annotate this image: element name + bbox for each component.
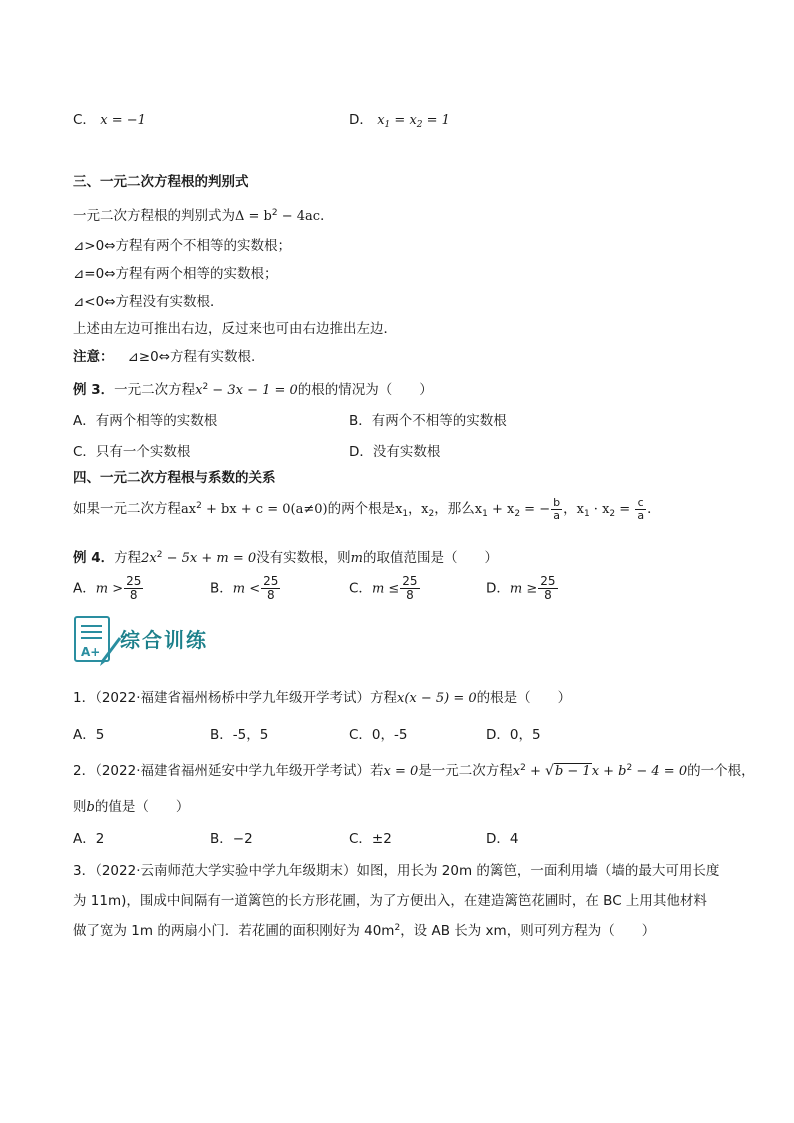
section-4-heading: 四、一元二次方程根与系数的关系 bbox=[73, 470, 276, 486]
option-expression: x = −1 bbox=[100, 113, 146, 128]
question-2-option-b[interactable]: B．−2 bbox=[210, 831, 253, 847]
example-4-option-d[interactable]: D．m ≥ $\frac{25}{8}$ bbox=[486, 574, 556, 602]
example-3-question: 例 3．一元二次方程$x^2 - 3x - 1 = 0$的根的情况为（ ） bbox=[73, 382, 433, 398]
question-3-line1: 3．（2022·云南师范大学实验中学九年级期末）如图，用长为 20m 的篱笆，一面利用墙（墙的最大可用长度 bbox=[73, 863, 720, 879]
square-root: b − 1 bbox=[554, 764, 591, 779]
fraction-c-over-a: $\frac{c}{a}$ bbox=[637, 495, 645, 522]
question-3-line3: 做了宽为 1m 的两扇小门．若花圃的面积刚好为 $40m^2$，设 AB 长为 xm，则可列方程为（ ） bbox=[73, 923, 656, 939]
question-2-line2: 则b的值是（ ） bbox=[73, 799, 190, 815]
question-2-option-c[interactable]: C．±2 bbox=[349, 831, 392, 847]
question-1-option-d[interactable]: D．0，5 bbox=[486, 727, 541, 743]
option-label: C． bbox=[73, 112, 96, 128]
example-3-option-b[interactable]: B．有两个不相等的实数根 bbox=[349, 413, 507, 429]
example-3-option-a[interactable]: A．有两个相等的实数根 bbox=[73, 413, 218, 429]
rule-zero: ⊿=0⇔方程有两个相等的实数根； bbox=[73, 266, 278, 282]
example-3-option-d[interactable]: D．没有实数根 bbox=[349, 444, 441, 460]
rule-negative: ⊿<0⇔方程没有实数根． bbox=[73, 294, 224, 310]
question-1-option-c[interactable]: C．0，-5 bbox=[349, 727, 408, 743]
example-4-option-a[interactable]: A．m > $\frac{25}{8}$ bbox=[73, 574, 142, 602]
question-1: 1．（2022·福建省福州杨桥中学九年级开学考试）方程x(x − 5) = 0的根是（ ） bbox=[73, 690, 572, 706]
exam-paper-icon bbox=[72, 614, 124, 670]
question-1-option-a[interactable]: A．5 bbox=[73, 727, 105, 743]
example-4-option-b[interactable]: B．m < $\frac{25}{8}$ bbox=[210, 574, 279, 602]
rule-converse: 上述由左边可推出右边，反过来也可由右边推出左边． bbox=[73, 321, 397, 337]
question-2-option-d[interactable]: D．4 bbox=[486, 831, 519, 847]
rule-positive: ⊿>0⇔方程有两个不相等的实数根； bbox=[73, 238, 292, 254]
prev-option-d bbox=[349, 108, 450, 128]
vieta-relation: 如果一元二次方程$ax^2$ + bx + c = 0(a≠0)的两个根是$x_1$，$x_2$，那么$x_1 + x_2$ = − $\frac{b}{a}$ ，$x_1 \cdot x_2$ = $\frac{c}{a}$ ． bbox=[73, 495, 661, 522]
fraction-b-over-a: $\frac{b}{a}$ bbox=[553, 495, 561, 522]
training-title: 综合训练 bbox=[120, 628, 208, 652]
note: 注意： ⊿≥0⇔方程有实数根. bbox=[73, 349, 256, 365]
example-4-option-c[interactable]: C．m ≤ $\frac{25}{8}$ bbox=[349, 574, 418, 602]
example-3-option-c[interactable]: C．只有一个实数根 bbox=[73, 444, 191, 460]
prev-option-c bbox=[73, 108, 146, 128]
question-2-option-a[interactable]: A．2 bbox=[73, 831, 105, 847]
question-2: 2．（2022·福建省福州延安中学九年级开学考试）若x = 0是一元二次方程$x^2 + √b - 1x + b^2 - 4 = 0$的一个根， bbox=[73, 763, 755, 779]
option-expression: $x_1 = x_2 = 1$ bbox=[377, 113, 450, 130]
training-header bbox=[72, 614, 124, 670]
example-4-question: 例 4．方程$2x^2 - 5x + m = 0$没有实数根，则m的取值范围是（ ） bbox=[73, 550, 498, 566]
option-label: D． bbox=[349, 112, 373, 128]
section-3-heading: 三、一元二次方程根的判别式 bbox=[73, 174, 249, 190]
exam-paper-icon-grade: A+ bbox=[81, 645, 101, 659]
question-3-line2: 为 11m)，围成中间隔有一道篱笆的长方形花圃，为了方便出入，在建造篱笆花圃时，在 BC 上用其他材料 bbox=[73, 893, 707, 909]
discriminant-definition: 一元二次方程根的判别式为$\Delta = b^2 - 4ac$． bbox=[73, 208, 334, 224]
question-1-option-b[interactable]: B．-5，5 bbox=[210, 727, 269, 743]
